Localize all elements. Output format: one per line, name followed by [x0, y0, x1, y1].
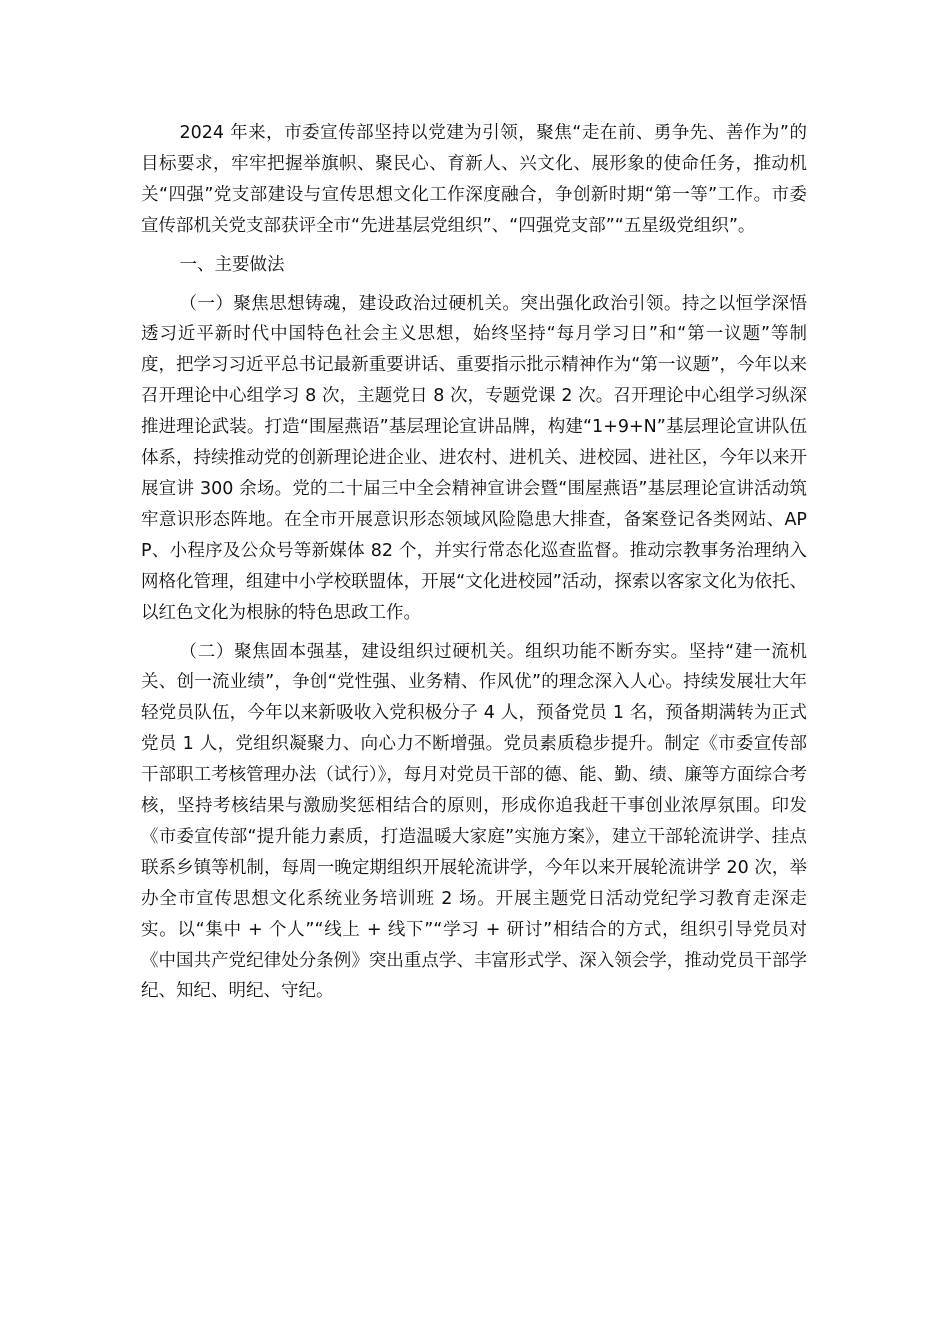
document-page	[141, 118, 807, 1015]
intro-paragraph: 2024 年来，市委宣传部坚持以党建为引领，聚焦“走在前、勇争先、善作为”的目标要求，牢牢把握举旗帜、聚民心、育新人、兴文化、展形象的使命任务，推动机关“四强”党支部建设与宣传思想文化工作深度融合，争创新时期“第一等”工作。市委宣传部机关党支部获评全市“先进基层党组织”、“四强党支部”“五星级党组织”。	[141, 123, 807, 236]
paragraph-organization: （二）聚焦固本强基，建设组织过硬机关。组织功能不断夯实。坚持“建一流机关、创一流业绩”，争创“党性强、业务精、作风优”的理念深入人心。持续发展壮大年轻党员队伍，今年以来新吸收入党积极分子 4 人，预备党员 1 名，预备期满转为正式党员 1 人，党组织凝聚力、向心力不断增强。党员素质稳步提升。制定《市委宣传部干部职工考核管理办法（试行）》，每月对党员干部的德、能、勤、绩、廉等方面综合考核，坚持考核结果与激励奖惩相结合的原则，形成你追我赶干事创业浓厚氛围。印发《市委宣传部“提升能力素质，打造温暖大家庭”实施方案》，建立干部轮流讲学、挂点联系乡镇等机制，每周一晚定期组织开展轮流讲学，今年以来开展轮流讲学 20 次，举办全市宣传思想文化系统业务培训班 2 场。开展主题党日活动党纪学习教育走深走实。以“集中 + 个人”“线上 + 线下”“学习 + 研讨”相结合的方式，组织引导党员对《中国共产党纪律处分条例》突出重点学、丰富形式学、深入领会学，推动党员干部学纪、知纪、明纪、守纪。	[141, 641, 807, 1002]
paragraph-politics: （一）聚焦思想铸魂，建设政治过硬机关。突出强化政治引领。持之以恒学深悟透习近平新时代中国特色社会主义思想，始终坚持“每月学习日”和“第一议题”等制度，把学习习近平总书记最新重要讲话、重要指示批示精神作为“第一议题”，今年以来召开理论中心组学习 8 次，主题党日 8 次，专题党课 2 次。召开理论中心组学习纵深推进理论武装。打造“围屋燕语”基层理论宣讲品牌，构建“1+9+N”基层理论宣讲队伍体系，持续推动党的创新理论进企业、进农村、进机关、进校园、进社区，今年以来开展宣讲 300 余场。党的二十届三中全会精神宣讲会暨“围屋燕语”基层理论宣讲活动筑牢意识形态阵地。在全市开展意识形态领域风险隐患大排查，备案登记各类网站、APP、小程序及公众号等新媒体 82 个，并实行常态化巡查监督。推动宗教事务治理纳入网格化管理，组建中小学校联盟体，开展“文化进校园”活动，探索以客家文化为依托、以红色文化为根脉的特色思政工作。	[141, 293, 807, 623]
section-heading: 一、主要做法	[179, 254, 285, 275]
